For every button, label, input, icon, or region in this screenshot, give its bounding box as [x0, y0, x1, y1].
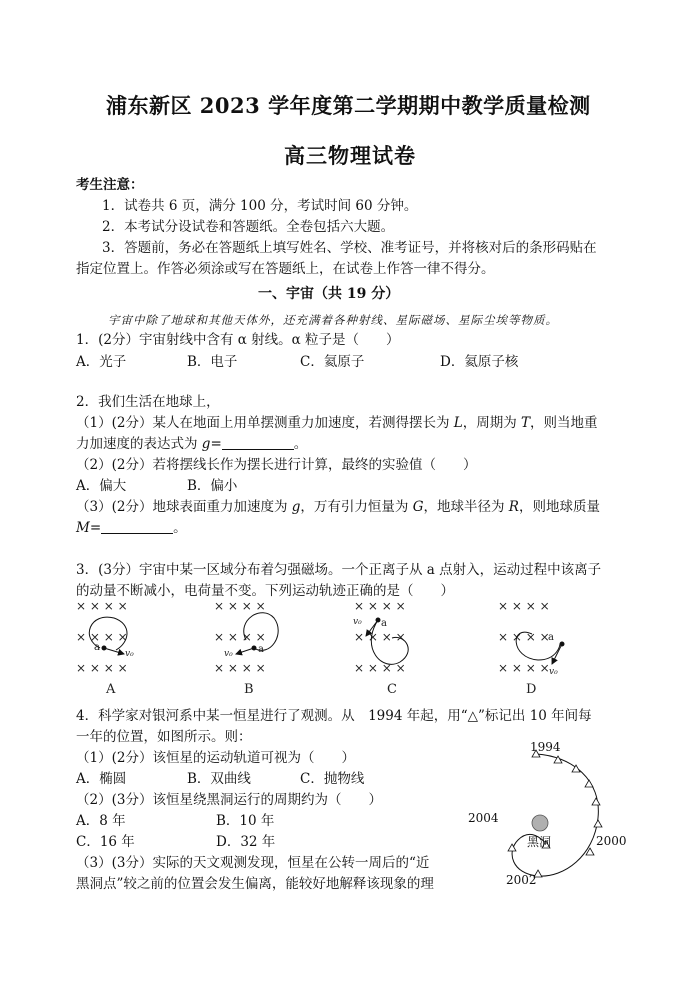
triangle-icon [585, 780, 593, 787]
q4-part1-option-b: B．双曲线 [187, 771, 251, 787]
q1-option-b: B．电子 [187, 354, 238, 370]
q2-part1-line2 [76, 435, 307, 453]
notice-item-3: 3．答题前，务必在答题纸上填写姓名、学校、准考证号，并将核对后的条形码贴在 [102, 240, 597, 256]
svg-text:× × × ×: × × × × [354, 661, 406, 675]
q3-line2: 的动量不断减小，电荷量不变。下列运动轨迹正确的是（ ） [76, 583, 454, 599]
equals-sign: = [210, 436, 222, 452]
triangle-icon [594, 820, 602, 827]
q1-option-c: C．氦原子 [300, 354, 365, 370]
svg-text:A: A [106, 682, 116, 697]
notice-item-1: 1．试卷共 6 页，满分 100 分，考试时间 60 分钟。 [102, 198, 418, 214]
velocity-arrow-d [552, 644, 562, 664]
q2-part3-a: （3）(2分）地球表面重力加速度为 [76, 499, 292, 515]
triangle-icon [592, 798, 600, 805]
q4-part3-line1: （3）(3分）实际的天文观测发现，恒星在公转一周后的“近 [76, 855, 430, 871]
q3-figures [70, 598, 650, 698]
svg-text:a: a [381, 618, 387, 629]
cross-marks-b [214, 599, 266, 675]
q1-option-d: D．氦原子核 [440, 354, 519, 370]
q4-part1: （1）(2分）该恒星的运动轨道可视为（ ） [76, 750, 355, 766]
q2-part1 [76, 414, 598, 432]
velocity-arrow-a [104, 648, 124, 654]
figure-c [353, 599, 408, 697]
period: 。 [293, 436, 308, 452]
var-M: M [76, 520, 90, 536]
svg-text:v₀: v₀ [224, 649, 233, 659]
svg-text:× × × ×: × × × × [354, 630, 406, 644]
year-markers [508, 750, 602, 877]
svg-text:D: D [526, 682, 537, 697]
var-g: g [201, 436, 211, 452]
var-G: G [412, 499, 424, 515]
equals-sign-2: = [89, 520, 102, 536]
q4-part2-option-c: C．16 年 [76, 834, 135, 850]
section-intro: 宇宙中除了地球和其他天体外，还充满着各种射线、星际磁场、星际尘埃等物质。 [108, 313, 558, 327]
q4-part2-option-d: D．32 年 [216, 834, 276, 850]
q4-part1-option-a: A．椭圆 [76, 771, 127, 787]
svg-text:C: C [387, 682, 397, 697]
cross-marks-a [76, 599, 128, 675]
var-R: R [508, 499, 519, 515]
var-g2: g [291, 499, 301, 515]
q4-part2-option-a: A．8 年 [76, 813, 126, 829]
cross-marks-d [498, 599, 550, 675]
notice-heading: 考生注意： [76, 177, 144, 193]
q2-part3 [76, 498, 600, 516]
q3-line1: 3．(3分）宇宙中某一区域分布着匀强磁场。一个正离子从 a 点射入，运动过程中该离子 [76, 562, 602, 578]
q2-part1-b: ，周期为 [462, 415, 522, 431]
svg-text:1994: 1994 [530, 740, 561, 754]
page-subtitle: 高三物理试卷 [284, 143, 416, 168]
q2-part3-b: ，万有引力恒量为 [300, 499, 413, 515]
q2-part1-a: （1）(2分）某人在地面上用单摆测重力加速度，若测得摆长为 [76, 415, 454, 431]
notice-item-3-cont: 指定位置上。作答必须涂或写在答题纸上，在试卷上作答一律不得分。 [76, 261, 495, 277]
page-title: 浦东新区 2023 学年度第二学期期中教学质量检测 [106, 93, 591, 118]
svg-text:v₀: v₀ [549, 667, 558, 677]
q2-part2: （2）(2分）若将摆线长作为摆长进行计算，最终的实验值（ ） [76, 457, 477, 473]
q1-option-a: A．光子 [76, 354, 127, 370]
velocity-arrow-b [236, 648, 254, 654]
q4-line2: 一年的位置，如图所示。则： [76, 729, 252, 745]
svg-text:a: a [258, 644, 264, 655]
orbit-path [512, 754, 598, 876]
black-hole [532, 815, 548, 831]
svg-text:× × × ×: × × × × [498, 599, 550, 613]
svg-text:v₀: v₀ [125, 649, 134, 659]
section-title: 一、宇宙（共 19 分） [258, 286, 400, 302]
var-l: L [453, 415, 463, 431]
svg-text:2002: 2002 [506, 873, 537, 887]
q2-part1-line2-text: 力加速度的表达式为 [76, 436, 202, 452]
q2-part2-option-b: B．偏小 [187, 478, 238, 494]
q4-part2-option-b: B．10 年 [216, 813, 275, 829]
svg-text:× × × ×: × × × × [354, 599, 406, 613]
svg-text:× × × ×: × × × × [498, 630, 550, 644]
figure-d [498, 599, 565, 697]
notice-item-2: 2．本考试分设试卷和答题纸。全卷包括六大题。 [102, 219, 395, 235]
q4-part3-line2: 黑洞点”较之前的位置会发生偏离，能较好地解释该现象的理 [76, 876, 434, 892]
orbit-figure [462, 738, 632, 888]
q2-part3-c: ，地球半径为 [423, 499, 509, 515]
cross-marks-c [354, 599, 406, 675]
svg-text:× × × ×: × × × × [76, 599, 128, 613]
figure-a [76, 599, 134, 697]
answer-blank-g[interactable] [222, 435, 294, 450]
q2-part2-option-a: A．偏大 [76, 478, 127, 494]
q2-part3-line2 [76, 519, 187, 537]
svg-text:黑洞: 黑洞 [527, 835, 552, 849]
figure-b [214, 599, 278, 697]
svg-text:2004: 2004 [468, 811, 499, 825]
svg-text:× × × ×: × × × × [498, 661, 550, 675]
q2-stem: 2．我们生活在地球上， [76, 394, 220, 410]
svg-text:× × × ×: × × × × [76, 661, 128, 675]
svg-text:a: a [548, 632, 554, 643]
q2-part1-c: ，则当地重 [530, 415, 598, 431]
answer-blank-m[interactable] [101, 519, 173, 534]
q4-part1-option-c: C．抛物线 [300, 771, 365, 787]
svg-text:B: B [244, 682, 254, 697]
svg-text:× × × ×: × × × × [214, 599, 266, 613]
q4-part2: （2）(3分）该恒星绕黑洞运行的周期约为（ ） [76, 792, 382, 808]
var-t: T [521, 415, 531, 431]
q4-line1: 4．科学家对银河系中某一恒星进行了观测。从 1994 年起，用“△”标记出 10 年间每 [76, 708, 592, 724]
svg-text:a: a [94, 642, 100, 653]
svg-text:2000: 2000 [596, 834, 627, 848]
svg-text:× × × ×: × × × × [214, 630, 266, 644]
svg-text:v₀: v₀ [353, 617, 362, 627]
svg-text:× × × ×: × × × × [214, 661, 266, 675]
q2-part3-d: ，则地球质量 [518, 499, 600, 515]
q1-stem: 1．(2分）宇宙射线中含有 α 射线。α 粒子是（ ） [76, 332, 400, 348]
svg-text:× × × ×: × × × × [76, 630, 128, 644]
period-2: 。 [173, 520, 187, 536]
